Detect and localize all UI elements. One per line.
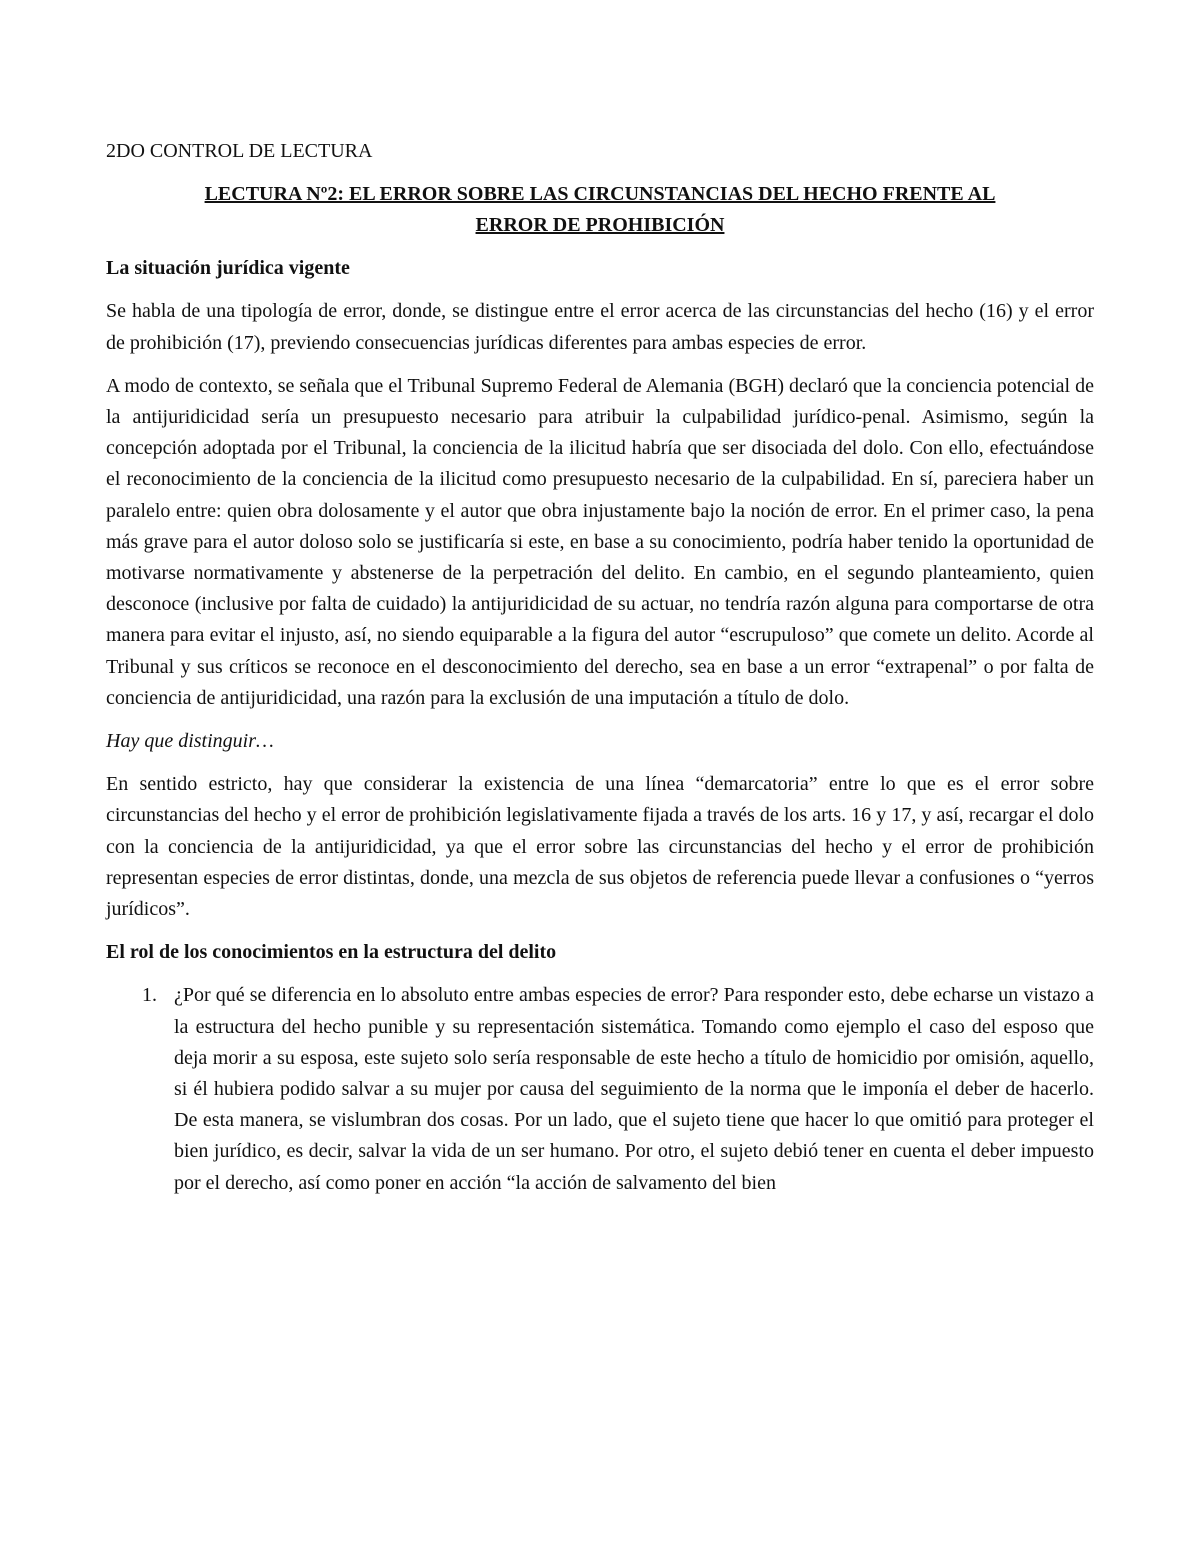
document-title-line1: LECTURA Nº2: EL ERROR SOBRE LAS CIRCUNSTANCIAS DEL HECHO FRENTE AL xyxy=(204,183,996,206)
paragraph-2: A modo de contexto, se señala que el Tribunal Supremo Federal de Alemania (BGH) declaró que la conciencia potencial de la antijuridicidad sería un presupuesto necesario para atribuir la culpabilidad jurídico-penal. Asimismo, según la concepción adoptada por el Tribunal, la conciencia de la ilicitud habría que ser disociada del dolo. Con ello, efectuándose el reconocimiento de la conciencia de la ilicitud como presupuesto necesario de la culpabilidad. En sí, pareciera haber un paralelo entre: quien obra dolosamente y el autor que obra injustamente bajo la noción de error. En el primer caso, la pena más grave para el autor doloso solo se justificaría si este, en base a su conocimiento, podría haber tenido la oportunidad de motivarse normativamente y abstenerse de la perpetración del delito. En cambio, en el segundo planteamiento, quien desconoce (inclusive por falta de cuidado) la antijuridicidad de su actuar, no tendría razón alguna para comportarse de otra manera para evitar el injusto, así, no siendo equiparable a la figura del autor “escrupuloso” que comete un delito. Acorde al Tribunal y sus críticos se reconoce en el desconocimiento del derecho, sea en base a un error “extrapenal” o por falta de conciencia de antijuridicidad, una razón para la exclusión de una imputación a título de dolo. xyxy=(106,374,1094,709)
paragraph-3: En sentido estricto, hay que considerar la existencia de una línea “demarcatoria” entre lo que es el error sobre circunstancias del hecho y el error de prohibición legislativamente fijada a través de los arts. 16 y 17, y así, recargar el dolo con la conciencia de la antijuridicidad, ya que el error sobre las circunstancias del hecho y el error de prohibición representan especies de error distintas, donde, una mezcla de sus objetos de referencia puede llevar a confusiones o “yerros jurídicos”. xyxy=(106,773,1094,921)
document-title xyxy=(106,179,1094,241)
document-title-line2: ERROR DE PROHIBICIÓN xyxy=(475,214,725,237)
document-header: 2DO CONTROL DE LECTURA xyxy=(106,140,373,162)
section-heading-rol: El rol de los conocimientos en la estructura del delito xyxy=(106,941,557,964)
list-item-text: ¿Por qué se diferencia en lo absoluto entre ambas especies de error? Para responder esto, debe echarse un vistazo a la estructura del hecho punible y su representación sistemática. Tomando como ejemplo el caso del esposo que deja morir a su esposa, este sujeto solo sería responsable de este hecho a título de homicidio por omisión, aquello, si él hubiera podido salvar a su mujer por causa del seguimiento de la norma que le imponía el deber de hacerlo. De esta manera, se vislumbran dos cosas. Por un lado, que el sujeto tiene que hacer lo que omitió para proteger el bien jurídico, es decir, salvar la vida de un ser humano. Por otro, el sujeto debió tener en cuenta el deber impuesto por el derecho, así como poner en acción “la acción de salvamento del bien xyxy=(174,984,1094,1194)
list-item xyxy=(106,980,1094,1198)
section-heading-situacion: La situación jurídica vigente xyxy=(106,257,350,280)
document-page xyxy=(106,136,1094,1199)
italic-subheading: Hay que distinguir… xyxy=(106,730,274,753)
list-item-number: 1. xyxy=(142,984,157,1007)
paragraph-1: Se habla de una tipología de error, donde, se distingue entre el error acerca de las circunstancias del hecho (16) y el error de prohibición (17), previendo consecuencias jurídicas diferentes para ambas especies de error. xyxy=(106,300,1094,354)
numbered-list xyxy=(106,980,1094,1198)
